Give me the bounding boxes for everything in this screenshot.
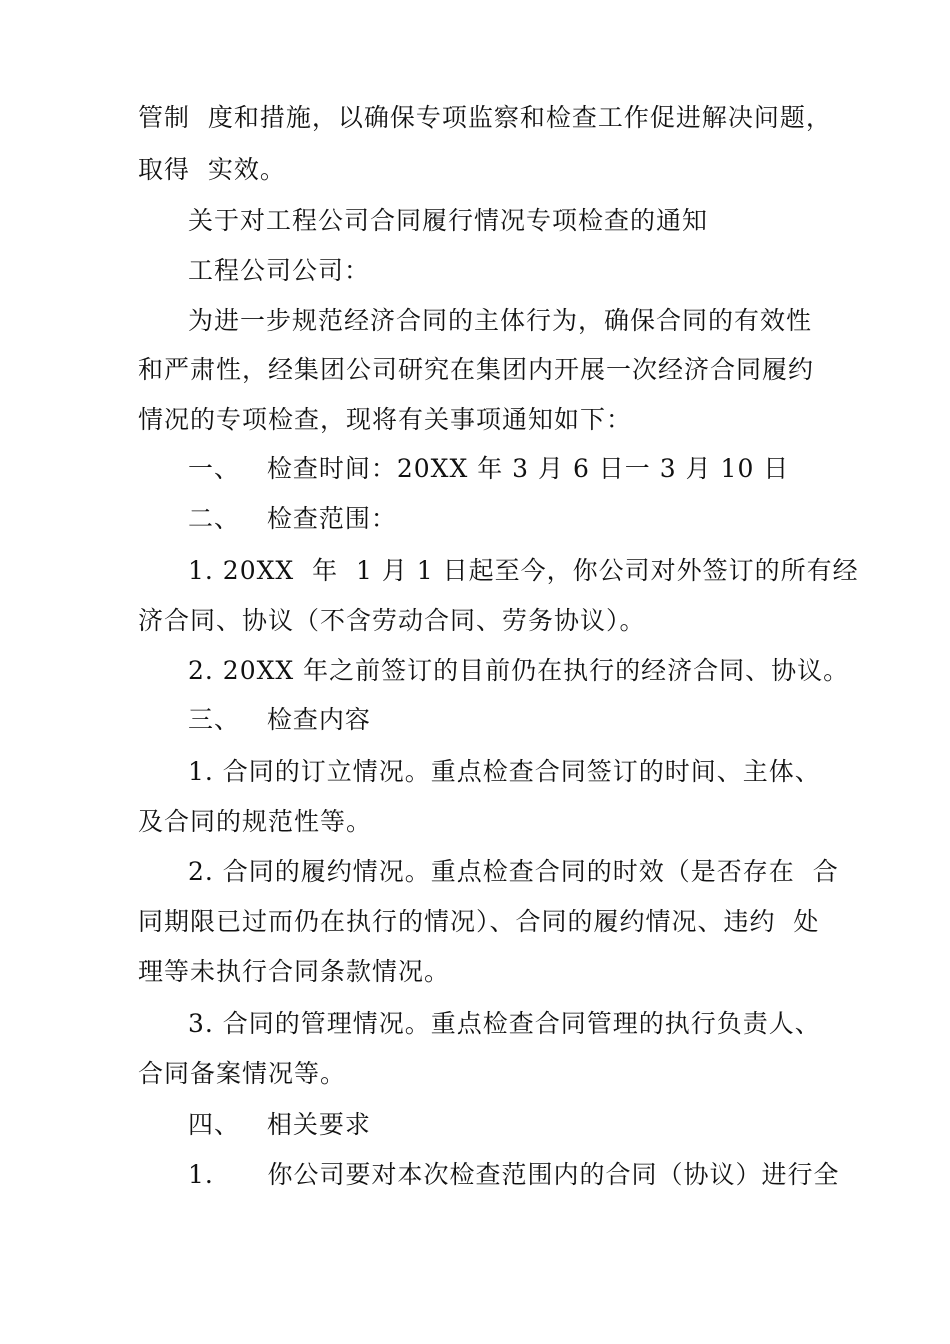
- section-heading: 一、 检查时间：20XX 年 3 月 6 日一 3 月 10 日: [188, 454, 790, 483]
- list-item: 2. 20XX 年之前签订的目前仍在执行的经济合同、协议。: [188, 656, 850, 685]
- text-line: 同期限已过而仍在执行的情况）、合同的履约情况、违约 处: [138, 907, 820, 936]
- section-heading: 二、 检查范围：: [188, 504, 397, 533]
- list-item: 3. 合同的管理情况。重点检查合同管理的执行负责人、: [188, 1009, 821, 1038]
- text-line: 理等未执行合同条款情况。: [138, 957, 451, 986]
- section-heading: 四、 相关要求: [188, 1110, 371, 1139]
- text-line: 及合同的规范性等。: [138, 807, 373, 836]
- text-line: 合同备案情况等。: [138, 1059, 347, 1088]
- list-item: 2. 合同的履约情况。重点检查合同的时效（是否存在 合: [188, 857, 839, 886]
- text-line: 情况的专项检查，现将有关事项通知如下：: [138, 405, 633, 434]
- list-item: 1. 你公司要对本次检查范围内的合同（协议）进行全: [188, 1160, 840, 1189]
- text-line: 取得 实效。: [138, 155, 286, 184]
- text-line: 和严肃性，经集团公司研究在集团内开展一次经济合同履约: [138, 355, 815, 384]
- salutation: 工程公司公司：: [188, 256, 371, 285]
- section-heading: 三、 检查内容: [188, 705, 371, 734]
- text-line: 管制 度和措施，以确保专项监察和检查工作促进解决问题，: [138, 103, 832, 132]
- text-line: 为进一步规范经济合同的主体行为，确保合同的有效性: [188, 306, 813, 335]
- list-item: 1. 20XX 年 1 月 1 日起至今，你公司对外签订的所有经: [188, 556, 859, 585]
- text-line: 济合同、协议（不含劳动合同、劳务协议）。: [138, 606, 646, 635]
- notice-title: 关于对工程公司合同履行情况专项检查的通知: [188, 206, 709, 235]
- list-item: 1. 合同的订立情况。重点检查合同签订的时间、主体、: [188, 757, 821, 786]
